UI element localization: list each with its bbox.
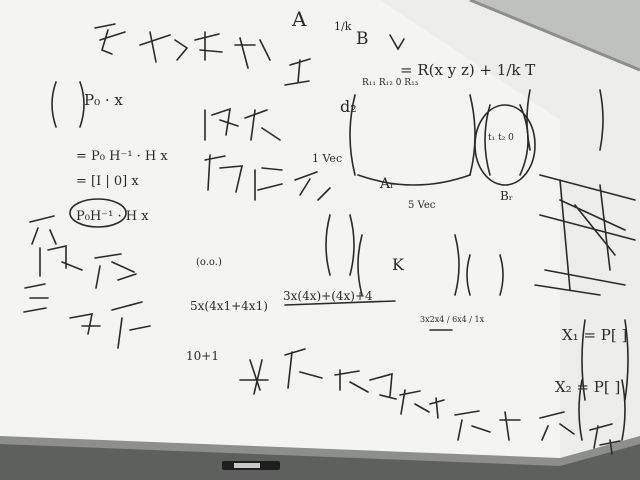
x1-eq: X₁ = P[ ] — [562, 326, 628, 344]
left-line2: = [I | 0] x — [76, 174, 139, 189]
left-line3: P₀H⁻¹ · H x — [76, 209, 149, 224]
left-vector-label: P₀ · x — [84, 91, 123, 109]
ar-label: Aᵣ — [380, 176, 395, 192]
t-vec: t₁ t₂ 0 — [488, 133, 514, 143]
marker — [222, 461, 280, 470]
expr1: 3x(4x)+(4x)+4 — [283, 289, 373, 303]
expr3: 10+1 — [186, 349, 219, 363]
one-vec: 1 Vec — [312, 152, 343, 165]
expr2: 5x(4x1+4x1) — [190, 299, 268, 313]
dz-label: d₂ — [340, 97, 357, 116]
br-label: Bᵣ — [500, 189, 513, 203]
five-vec: 5 Vec — [408, 200, 436, 211]
formula-a: A — [292, 7, 307, 31]
formula-b: B — [356, 29, 369, 49]
matrix-hint: R₁₁ R₁₂ 0 R₁₃ — [362, 78, 419, 88]
formula-frac: 1/k — [334, 20, 352, 33]
x2-eq: X₂ = P[ ] — [555, 378, 621, 396]
formula-rhs: = R(x y z) + 1/k T — [400, 61, 536, 79]
frac-note: 3x2x4 / 6x4 / 1x — [420, 315, 485, 324]
k-bracket: K — [392, 255, 404, 274]
small-note: (o.o.) — [196, 257, 222, 268]
left-line1: = P₀ H⁻¹ · H x — [76, 149, 168, 164]
